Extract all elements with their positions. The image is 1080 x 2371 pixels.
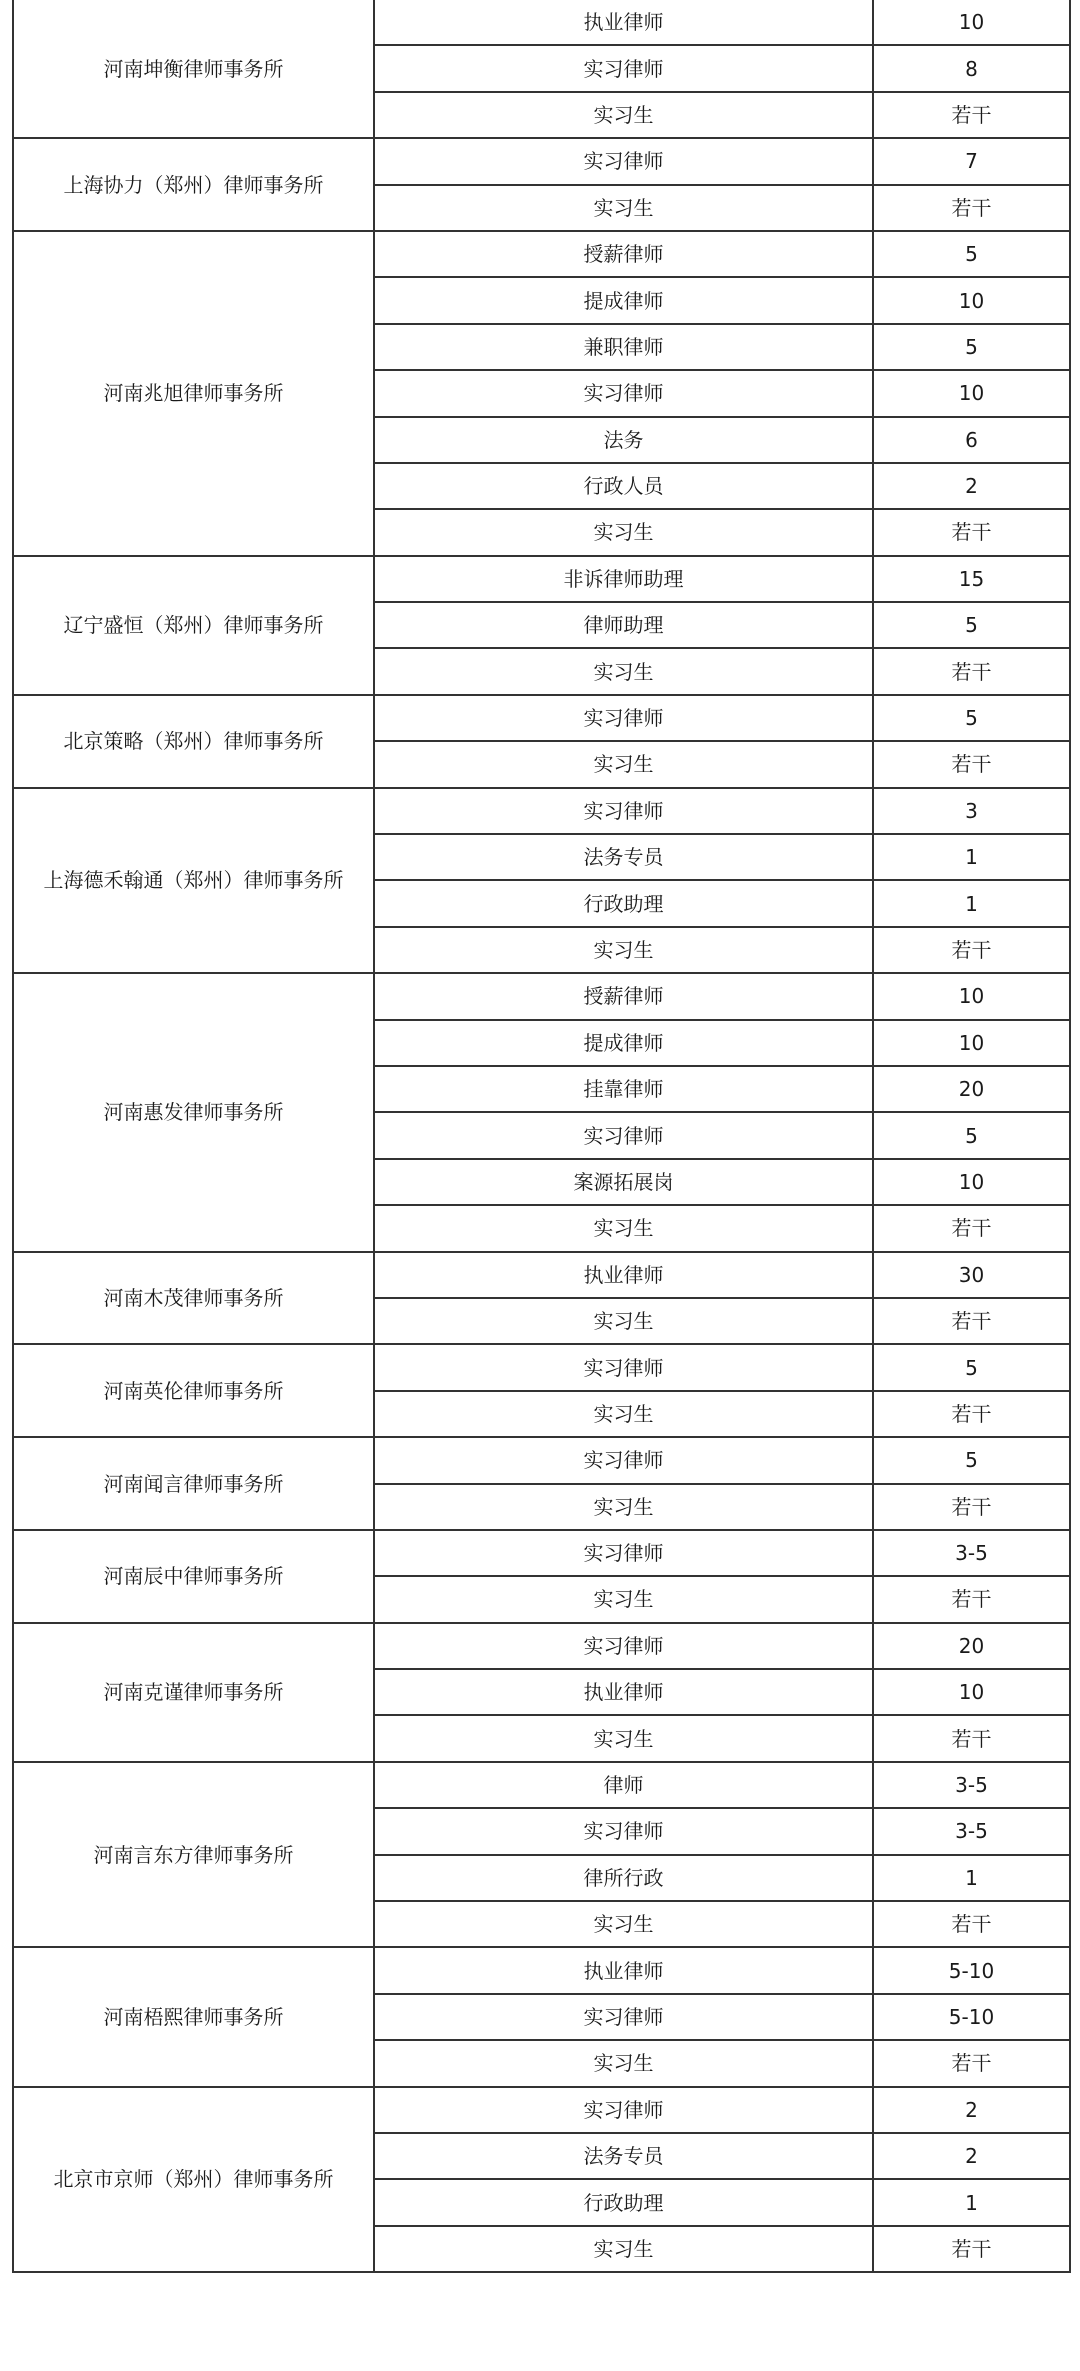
headcount-cell: 10 xyxy=(873,973,1070,1019)
table-row xyxy=(13,1437,1070,1483)
headcount-cell: 1 xyxy=(873,880,1070,926)
headcount-cell: 5 xyxy=(873,231,1070,277)
position-cell: 实习生 xyxy=(374,185,873,231)
position-cell: 律所行政 xyxy=(374,1855,873,1901)
firm-name-cell: 上海德禾翰通（郑州）律师事务所 xyxy=(13,788,374,974)
headcount-cell: 2 xyxy=(873,2133,1070,2179)
position-cell: 提成律师 xyxy=(374,1020,873,1066)
position-cell: 实习生 xyxy=(374,741,873,787)
position-cell: 实习律师 xyxy=(374,370,873,416)
position-cell: 执业律师 xyxy=(374,1669,873,1715)
position-cell: 实习生 xyxy=(374,1576,873,1622)
firm-name-cell: 河南坤衡律师事务所 xyxy=(13,0,374,138)
position-cell: 实习律师 xyxy=(374,1112,873,1158)
headcount-cell: 若干 xyxy=(873,1715,1070,1761)
position-cell: 律师 xyxy=(374,1762,873,1808)
position-cell: 实习生 xyxy=(374,1901,873,1947)
headcount-cell: 若干 xyxy=(873,741,1070,787)
position-cell: 挂靠律师 xyxy=(374,1066,873,1112)
position-cell: 实习律师 xyxy=(374,1808,873,1854)
firm-name-cell: 辽宁盛恒（郑州）律师事务所 xyxy=(13,556,374,695)
table-body xyxy=(13,0,1070,2272)
firm-name-cell: 河南克谨律师事务所 xyxy=(13,1623,374,1762)
headcount-cell: 1 xyxy=(873,1855,1070,1901)
recruitment-table-container xyxy=(12,0,1069,2273)
headcount-cell: 7 xyxy=(873,138,1070,184)
position-cell: 行政助理 xyxy=(374,880,873,926)
position-cell: 执业律师 xyxy=(374,1947,873,1993)
table-row xyxy=(13,1762,1070,1808)
headcount-cell: 若干 xyxy=(873,1901,1070,1947)
headcount-cell: 5 xyxy=(873,1112,1070,1158)
firm-name-cell: 河南英伦律师事务所 xyxy=(13,1344,374,1437)
position-cell: 实习生 xyxy=(374,509,873,555)
headcount-cell: 2 xyxy=(873,463,1070,509)
headcount-cell: 1 xyxy=(873,2179,1070,2225)
position-cell: 实习律师 xyxy=(374,1994,873,2040)
firm-name-cell: 河南惠发律师事务所 xyxy=(13,973,374,1251)
position-cell: 实习律师 xyxy=(374,1530,873,1576)
firm-name-cell: 河南闻言律师事务所 xyxy=(13,1437,374,1530)
headcount-cell: 若干 xyxy=(873,2226,1070,2272)
position-cell: 实习生 xyxy=(374,92,873,138)
headcount-cell: 若干 xyxy=(873,2040,1070,2086)
headcount-cell: 10 xyxy=(873,1020,1070,1066)
firm-name-cell: 上海协力（郑州）律师事务所 xyxy=(13,138,374,231)
headcount-cell: 若干 xyxy=(873,1298,1070,1344)
table-row xyxy=(13,0,1070,45)
table-row xyxy=(13,556,1070,602)
recruitment-table xyxy=(12,0,1071,2273)
position-cell: 兼职律师 xyxy=(374,324,873,370)
position-cell: 实习律师 xyxy=(374,2087,873,2133)
firm-name-cell: 河南辰中律师事务所 xyxy=(13,1530,374,1623)
position-cell: 实习生 xyxy=(374,1484,873,1530)
headcount-cell: 若干 xyxy=(873,1391,1070,1437)
headcount-cell: 30 xyxy=(873,1252,1070,1298)
headcount-cell: 若干 xyxy=(873,1576,1070,1622)
position-cell: 实习生 xyxy=(374,1715,873,1761)
headcount-cell: 6 xyxy=(873,417,1070,463)
headcount-cell: 3-5 xyxy=(873,1808,1070,1854)
table-row xyxy=(13,1623,1070,1669)
headcount-cell: 5 xyxy=(873,1344,1070,1390)
headcount-cell: 5 xyxy=(873,602,1070,648)
firm-name-cell: 河南言东方律师事务所 xyxy=(13,1762,374,1948)
position-cell: 实习律师 xyxy=(374,1623,873,1669)
position-cell: 实习生 xyxy=(374,2040,873,2086)
position-cell: 实习律师 xyxy=(374,1344,873,1390)
position-cell: 实习生 xyxy=(374,1298,873,1344)
position-cell: 行政助理 xyxy=(374,2179,873,2225)
position-cell: 案源拓展岗 xyxy=(374,1159,873,1205)
headcount-cell: 若干 xyxy=(873,1205,1070,1251)
headcount-cell: 20 xyxy=(873,1066,1070,1112)
headcount-cell: 10 xyxy=(873,1159,1070,1205)
headcount-cell: 若干 xyxy=(873,185,1070,231)
table-row xyxy=(13,1252,1070,1298)
headcount-cell: 3-5 xyxy=(873,1762,1070,1808)
headcount-cell: 若干 xyxy=(873,927,1070,973)
position-cell: 实习律师 xyxy=(374,1437,873,1483)
position-cell: 实习律师 xyxy=(374,45,873,91)
headcount-cell: 8 xyxy=(873,45,1070,91)
table-row xyxy=(13,138,1070,184)
table-row xyxy=(13,1344,1070,1390)
table-row xyxy=(13,788,1070,834)
headcount-cell: 3 xyxy=(873,788,1070,834)
table-row xyxy=(13,1947,1070,1993)
position-cell: 执业律师 xyxy=(374,0,873,45)
headcount-cell: 10 xyxy=(873,0,1070,45)
table-row xyxy=(13,973,1070,1019)
position-cell: 法务专员 xyxy=(374,2133,873,2179)
position-cell: 实习生 xyxy=(374,927,873,973)
position-cell: 法务专员 xyxy=(374,834,873,880)
position-cell: 实习生 xyxy=(374,648,873,694)
headcount-cell: 若干 xyxy=(873,509,1070,555)
position-cell: 提成律师 xyxy=(374,277,873,323)
headcount-cell: 5-10 xyxy=(873,1947,1070,1993)
position-cell: 授薪律师 xyxy=(374,973,873,1019)
position-cell: 实习生 xyxy=(374,2226,873,2272)
position-cell: 授薪律师 xyxy=(374,231,873,277)
position-cell: 实习律师 xyxy=(374,138,873,184)
firm-name-cell: 河南梧熙律师事务所 xyxy=(13,1947,374,2086)
headcount-cell: 10 xyxy=(873,277,1070,323)
firm-name-cell: 河南木茂律师事务所 xyxy=(13,1252,374,1345)
headcount-cell: 5 xyxy=(873,324,1070,370)
headcount-cell: 3-5 xyxy=(873,1530,1070,1576)
headcount-cell: 若干 xyxy=(873,92,1070,138)
headcount-cell: 若干 xyxy=(873,1484,1070,1530)
position-cell: 律师助理 xyxy=(374,602,873,648)
headcount-cell: 10 xyxy=(873,370,1070,416)
headcount-cell: 10 xyxy=(873,1669,1070,1715)
table-row xyxy=(13,231,1070,277)
table-row xyxy=(13,1530,1070,1576)
position-cell: 实习生 xyxy=(374,1205,873,1251)
headcount-cell: 1 xyxy=(873,834,1070,880)
position-cell: 执业律师 xyxy=(374,1252,873,1298)
position-cell: 实习生 xyxy=(374,1391,873,1437)
headcount-cell: 5-10 xyxy=(873,1994,1070,2040)
headcount-cell: 若干 xyxy=(873,648,1070,694)
firm-name-cell: 北京市京师（郑州）律师事务所 xyxy=(13,2087,374,2273)
headcount-cell: 15 xyxy=(873,556,1070,602)
headcount-cell: 20 xyxy=(873,1623,1070,1669)
table-row xyxy=(13,2087,1070,2133)
position-cell: 法务 xyxy=(374,417,873,463)
headcount-cell: 5 xyxy=(873,695,1070,741)
position-cell: 实习律师 xyxy=(374,695,873,741)
position-cell: 非诉律师助理 xyxy=(374,556,873,602)
headcount-cell: 2 xyxy=(873,2087,1070,2133)
firm-name-cell: 北京策略（郑州）律师事务所 xyxy=(13,695,374,788)
position-cell: 行政人员 xyxy=(374,463,873,509)
table-row xyxy=(13,695,1070,741)
firm-name-cell: 河南兆旭律师事务所 xyxy=(13,231,374,556)
headcount-cell: 5 xyxy=(873,1437,1070,1483)
position-cell: 实习律师 xyxy=(374,788,873,834)
